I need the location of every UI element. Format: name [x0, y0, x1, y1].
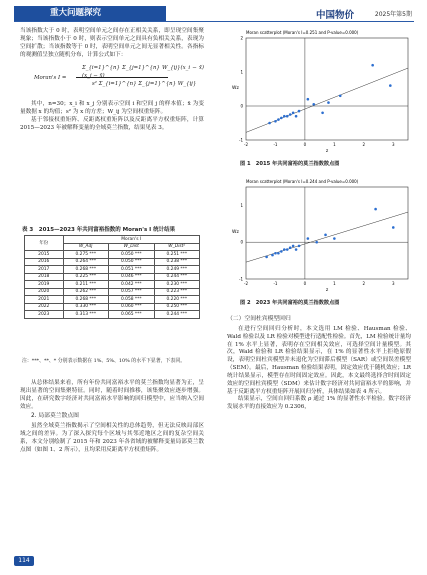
plot-frame — [246, 187, 408, 279]
left-column-bottom — [20, 380, 204, 455]
table-cell: 0.250 *** — [154, 303, 200, 311]
paragraph: 虽然全域莫兰指数揭示了空间相关性的总体趋势，但无法反映局部区域之间的差异。为了深入探究每个区域与其邻近地区之间的复杂空间关系，本文分别绘制了 2015 年和 2023 年各省域的被解释变量局部莫兰散点图（如图 1、2 所示），且均采用反距离平方权重矩阵。 — [20, 423, 204, 453]
scatter-point — [374, 208, 377, 211]
paragraph: 从总体结果来看，所有年份共同富裕水平的莫兰指数均显著为正，呈现出显著的空间集聚特征。同时，随着时间推移，该集聚效应逐步增强。因此，在研究数字经济对共同富裕水平影响的回归模型中，应当纳入空间效应。 — [20, 380, 204, 410]
scatter-point — [392, 226, 395, 229]
scatter-point — [277, 252, 280, 255]
table-cell: 0.268 *** — [63, 296, 109, 304]
x-tick-label: 0 — [303, 281, 307, 286]
section-title: 重大问题探究 — [14, 6, 166, 21]
figure-1-chart — [228, 26, 414, 154]
scatter-point — [283, 248, 286, 251]
moran-formula — [20, 62, 204, 98]
table-title: 表 3 2015—2023 年共同富裕指数的 Moran's I 统计结果 — [22, 227, 176, 233]
x-tick-label: 3 — [391, 281, 395, 286]
page-number: 114 — [14, 556, 34, 566]
table-row — [25, 303, 200, 311]
table-group-header: Moran's I — [63, 236, 200, 244]
y-axis-label: Wz — [232, 230, 239, 235]
scatter-point — [274, 252, 277, 255]
table-cell: 0.057 *** — [109, 288, 155, 296]
right-column — [227, 314, 411, 412]
fraction-bar — [76, 77, 168, 78]
moran-table — [24, 235, 200, 319]
issue-label: 2025年第5期 — [374, 11, 412, 18]
x-tick-label: -1 — [273, 142, 278, 147]
x-tick-label: 2 — [362, 281, 366, 286]
scatter-point — [271, 254, 274, 257]
table-cell: 0.050 *** — [109, 258, 155, 266]
y-tick-label: 1 — [240, 69, 243, 75]
table-cell: 0.330 *** — [63, 303, 109, 311]
table-cell: 0.244 *** — [154, 273, 200, 281]
x-tick-label: -2 — [244, 142, 248, 147]
x-tick-label: 2 — [362, 142, 366, 147]
table-cell: 0.065 *** — [109, 311, 155, 319]
fit-line — [246, 212, 408, 262]
figure-1-caption: 图 1 2015 年共同富裕的莫兰指数散点图 — [240, 161, 340, 167]
chart-title: Moran scatterplot (Moran's I=0.251 and P-value=0.000) — [246, 30, 359, 35]
table-cell: 0.251 *** — [154, 251, 200, 259]
table-cell: 0.238 *** — [154, 258, 200, 266]
table-cell: 0.262 *** — [63, 288, 109, 296]
x-tick-label: 1 — [333, 142, 336, 147]
scatter-point — [295, 115, 298, 118]
scatter-point — [389, 84, 392, 87]
table-cell: 2020 — [25, 288, 64, 296]
journal-logo: 中国物价 — [316, 10, 355, 21]
scatter-point — [292, 245, 295, 248]
scatter-point — [280, 117, 283, 120]
table-cell: 0.275 *** — [63, 251, 109, 259]
chart-title: Moran scatterplot (Moran's I=0.244 and P-value=0.000) — [246, 179, 359, 184]
table-row — [25, 251, 200, 259]
table-cell: 2016 — [25, 258, 64, 266]
scatter-point — [265, 256, 268, 259]
table-row — [25, 296, 200, 304]
x-tick-label: 1 — [333, 281, 336, 286]
scatter-point — [277, 118, 280, 121]
table-row — [25, 311, 200, 319]
scatter-point — [298, 245, 301, 248]
scatter-point — [312, 103, 315, 106]
scatter-point — [339, 95, 342, 98]
table-cell: 0.313 *** — [63, 311, 109, 319]
table-note: 注：***、**、* 分别表示数据在 1%、5%、10% 的水平下显著，下表同。 — [22, 358, 186, 364]
paragraph: 当该指数大于 0 时，表明空间单元之间存在正相关关系，即呈现空间集聚现象；当该指数小于 0 时，则表示空间单元之间具有负相关关系，表现为空间扩散；当该指数等于 0 时，表明空间单元之间无显著相关性。各指标的观测值呈独立随机分布，计算公式如下： — [20, 28, 204, 58]
table-col-header: W_Dist² — [154, 243, 200, 251]
scatter-point — [283, 115, 286, 118]
figure-2-chart — [228, 175, 414, 293]
table-cell: 0.268 *** — [63, 266, 109, 274]
table-row — [25, 266, 200, 274]
table-cell: 0.264 *** — [63, 258, 109, 266]
section-heading: （二）空间杜宾模型回归 — [227, 316, 291, 322]
table-cell: 2021 — [25, 296, 64, 304]
table-cell: 2017 — [25, 266, 64, 274]
table-cell: 2018 — [25, 273, 64, 281]
y-tick-label: 0 — [240, 239, 243, 245]
table-cell: 0.220 *** — [154, 296, 200, 304]
table-row — [25, 273, 200, 281]
paragraph: 其中，n=30；x_i 和 x_j 分别表示空间 i 和空间 j 的样本值；x̄ 为变量数据 x 的均值；s² 为 x 的方差；W_ij 为空间权重矩阵。 — [20, 101, 204, 116]
scatter-point — [280, 250, 283, 253]
formula-lhs: Moran's I = — [34, 75, 67, 82]
figure-2-caption: 图 2 2023 年共同富裕的莫兰指数散点图 — [240, 300, 340, 306]
scatter-point — [307, 98, 310, 101]
scatter-point — [371, 64, 374, 67]
left-column-top — [20, 28, 204, 133]
scatter-point — [321, 112, 324, 115]
scatter-point — [289, 113, 292, 116]
table-cell: 0.058 *** — [109, 296, 155, 304]
table-cell: 0.244 *** — [154, 311, 200, 319]
y-tick-label: 1 — [240, 202, 243, 208]
table-cell: 0.249 *** — [154, 266, 200, 274]
table-cell: 0.230 *** — [154, 281, 200, 289]
scatter-point — [315, 241, 318, 244]
table-row — [25, 288, 200, 296]
x-tick-label: 3 — [391, 142, 395, 147]
paragraph: 在进行空间回归分析时，本文选用 LM 检验、Hausman 检验、Wald 检验以及 LR 检验对模型进行适配性检验。首先，LM 检验统计量均在 1% 水平上显著，表明存在空间相关效应，可选择空间计量模型。其次，Wald 检验和 LR 检验结果显示，在 1% 的显著性水平上拒绝原假设，表明空间杜宾模型并未退化为空间滞后模型（SAR）或空间误差模型（SEM）。最后，Hausman 检验结果表明，固定效应优于随机效应；LR 统计结果显示，模型存在时间固定效应。因此，本文最终选择含时间固定效应的空间杜宾模型（SDM）来估计数字经济对共同富裕水平的影响，并基于反距离平方权重矩阵开展回归分析，具体结果如表 4 所示。 — [227, 325, 411, 395]
y-tick-label: -1 — [239, 276, 243, 282]
table-cell: 0.225 *** — [63, 273, 109, 281]
scatter-point — [286, 248, 289, 251]
table-row — [25, 258, 200, 266]
paragraph: 结果显示，空间自回归系数 ρ 通过 1% 的显著性水平检验。数字经济发展水平的直接效应为 0.2306， — [227, 396, 411, 411]
table-cell: 0.223 *** — [154, 288, 200, 296]
formula-numerator: Σ_{i=1}^{n} Σ_{j=1}^{n} W_{ij}(x_i − x̄)(x_j − x̄) — [82, 65, 204, 80]
plot-frame — [246, 38, 408, 140]
x-axis-label: z — [325, 149, 329, 154]
table-row — [25, 281, 200, 289]
y-tick-label: 0 — [240, 103, 243, 109]
page-header — [14, 6, 414, 22]
table-cell: 2022 — [25, 303, 64, 311]
table-header-year: 年份 — [25, 236, 64, 251]
table-cell: 0.060 *** — [109, 303, 155, 311]
x-axis-label: z — [325, 288, 329, 293]
scatter-point — [292, 112, 295, 115]
scatter-point — [286, 115, 289, 118]
table-cell: 2015 — [25, 251, 64, 259]
scatter-point — [307, 237, 310, 240]
formula-denominator: s² Σ_{i=1}^{n} Σ_{j=1}^{n} W_{ij} — [92, 81, 197, 88]
table-col-header: W_Dist — [109, 243, 155, 251]
scatter-point — [333, 237, 336, 240]
scatter-point — [298, 110, 301, 113]
table-cell: 0.042 *** — [109, 281, 155, 289]
y-tick-label: -1 — [239, 137, 243, 143]
x-tick-label: -1 — [273, 281, 278, 286]
table-cell: 0.050 *** — [109, 251, 155, 259]
scatter-point — [289, 246, 292, 249]
scatter-point — [327, 101, 330, 104]
scatter-point — [268, 122, 271, 125]
y-axis-label: Wz — [232, 86, 239, 91]
scatter-point — [274, 120, 277, 123]
x-tick-label: -2 — [244, 281, 248, 286]
table-cell: 2023 — [25, 311, 64, 319]
table-cell: 0.046 *** — [109, 273, 155, 281]
scatter-point — [324, 234, 327, 237]
paragraph: 基于邻接权重矩阵、反距离权重矩阵以及反距离平方权重矩阵，计算 2015—2023 年被解释变量的全域莫兰指数，结果见表 3。 — [20, 117, 204, 131]
table-col-header: W_Adj — [63, 243, 109, 251]
table-cell: 0.051 *** — [109, 266, 155, 274]
subsection-heading: 2. 局部莫兰散点图 — [31, 413, 79, 420]
scatter-point — [295, 248, 298, 251]
y-tick-label: 2 — [240, 35, 243, 41]
table-cell: 2019 — [25, 281, 64, 289]
table-cell: 0.211 *** — [63, 281, 109, 289]
x-tick-label: 0 — [303, 142, 307, 147]
